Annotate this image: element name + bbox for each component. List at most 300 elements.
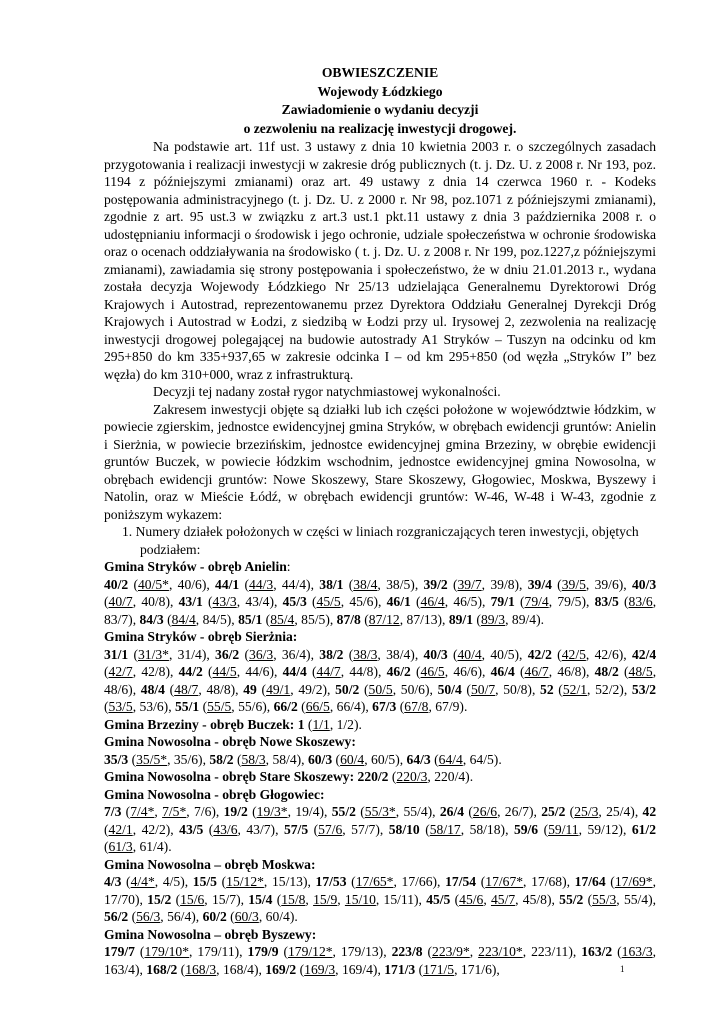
plot-number: 25/2 (541, 804, 566, 819)
plot-part: 7/6 (194, 804, 212, 819)
plot-part-in-scope: 49/1 (266, 681, 291, 697)
plot-number: 39/4 (527, 576, 552, 592)
plot-number: 179/7 (104, 944, 135, 959)
plot-entry: 44/1 (44/3, 44/4) (215, 576, 311, 592)
plot-part-in-scope: 25/3 (574, 804, 599, 819)
plot-group-0: 40/2 (40/5*, 40/6), 44/1 (44/3, 44/4), 38/1 (38/4, 38/5), 39/2 (39/7, 39/8), 39/4 (39/5, 39/6), 40/3 (40/7, 40/8), 43/1 (43/3, 43/4), 45/3 (45/5, 45/6), 46/1 (46/4, 46/5), 79/1 (79/4, 79/5), 83/5 (83/6, 83/7), 84/3 (84/4, 84/5), 85/1 (85/4, 85/5), 87/8 (87/12, 87/13), 89/1 (89/3, 89/4). (104, 576, 657, 627)
plot-part-in-scope: 36/3 (249, 646, 274, 662)
plot-part-in-scope: 40/7 (108, 594, 133, 609)
plot-part: 60/4 (265, 909, 290, 924)
plot-number: 46/1 (386, 594, 411, 609)
plot-entry: 87/8 (87/12, 87/13) (336, 611, 443, 627)
plot-group-3: 35/3 (35/5*, 35/6), 58/2 (58/3, 58/4), 60/3 (60/4, 60/5), 64/3 (64/4, 64/5). (104, 751, 502, 767)
plot-entry: 179/9 (179/12*, 179/13) (247, 944, 384, 959)
plot-entry: 43/1 (43/3, 43/4) (178, 594, 275, 609)
plot-number: 50/2 (335, 681, 360, 697)
plot-entry: 168/2 (168/3, 168/4) (146, 961, 259, 977)
plot-entry: 84/3 (84/4, 84/5) (139, 611, 232, 627)
plot-entry: 15/2 (15/6, 15/7) (147, 891, 241, 907)
plot-part: 45/6 (349, 594, 374, 609)
plot-part-in-scope: 15/9 (313, 891, 338, 907)
plot-number: 40/2 (104, 576, 129, 592)
plot-number: 83/5 (594, 594, 619, 609)
plot-number: 60/2 (202, 909, 227, 924)
plot-entry: 89/1 (89/3, 89/4) (448, 611, 541, 627)
plot-number: 55/2 (559, 891, 584, 907)
plot-part-in-scope: 43/3 (212, 594, 237, 609)
plot-entry: 53/2 (53/5, 53/6) (104, 681, 657, 714)
plot-part-in-scope: 17/67* (485, 874, 524, 889)
plot-part: 46/6 (453, 664, 478, 679)
plot-entry: 59/6 (59/11, 59/12) (513, 821, 623, 837)
plot-part: 67/9 (435, 699, 460, 714)
plot-entry: 60/3 (60/4, 60/5) (307, 751, 400, 767)
plot-number: 15/2 (147, 891, 172, 907)
plot-part: 163/4 (104, 961, 135, 977)
plot-number: 31/1 (104, 646, 129, 662)
plot-entry: 67/3 (67/8, 67/9) (372, 699, 464, 714)
plot-part: 43/7 (246, 821, 271, 837)
plot-number: 35/3 (104, 751, 129, 767)
plot-number: 15/5 (192, 874, 217, 889)
plot-entry: 44/4 (44/7, 44/8) (282, 664, 379, 679)
plot-number: 42/4 (631, 646, 657, 662)
plot-number: 220/2 (357, 769, 389, 784)
plot-entry: 39/2 (39/7, 39/8) (423, 576, 520, 592)
plot-number: 58/10 (388, 821, 420, 837)
plot-number: 42/2 (527, 646, 552, 662)
plot-part-in-scope: 85/4 (270, 611, 295, 627)
plot-number: 17/64 (574, 874, 606, 889)
plot-entry: 58/2 (58/3, 58/4) (209, 751, 302, 767)
plot-part-in-scope: 45/7 (490, 891, 516, 907)
plot-number: 53/2 (631, 681, 657, 697)
plot-number: 7/3 (104, 804, 122, 819)
plot-part: 50/6 (400, 681, 425, 697)
plot-part: 168/4 (222, 961, 254, 977)
plot-number: 46/2 (386, 664, 411, 679)
heading-suffix: : (286, 559, 291, 574)
plot-part: 39/6 (594, 576, 619, 592)
plot-part-in-scope: 220/3 (396, 769, 428, 784)
plot-entry: 55/2 (55/3*, 55/4) (331, 804, 433, 819)
plot-number: 66/2 (273, 699, 298, 714)
plot-group-4: Gmina Nowosolna - obręb Stare Skoszewy: 220/2 (220/3, 220/4). (104, 769, 474, 784)
plot-entry: 40/2 (40/5*, 40/6) (104, 576, 207, 592)
plot-part: 49/2 (298, 681, 323, 697)
plot-part: 58/18 (469, 821, 501, 837)
plot-entry: 17/53 (17/65*, 17/66) (315, 874, 438, 889)
plot-group-5: 7/3 (7/4*, 7/5*, 7/6), 19/2 (19/3*, 19/4), 55/2 (55/3*, 55/4), 26/4 (26/6, 26/7), 25/2 (25/3, 25/4), 42 (42/1, 42/2), 43/5 (43/6, 43/7), 57/5 (57/6, 57/7), 58/10 (58/17, 58/18), 59/6 (59/11, 59/12), 61/2 (61/3, 61/4). (104, 804, 657, 854)
plot-number: 56/2 (104, 909, 129, 924)
plot-number: 179/9 (247, 944, 279, 959)
plot-entry: 79/1 (79/4, 79/5) (490, 594, 587, 609)
plot-part-in-scope: 179/12* (287, 944, 333, 959)
enforcement-paragraph: Decyzji tej nadany został rygor natychmiastowej wykonalności. (153, 384, 501, 399)
plot-part: 223/11 (531, 944, 569, 959)
plot-number: 64/3 (406, 751, 431, 767)
plot-entry: 1 (1/1, 1/2) (297, 716, 359, 732)
plot-entry: 85/1 (85/4, 85/5) (238, 611, 330, 627)
plot-entry: 46/4 (46/7, 46/8) (490, 664, 587, 679)
plot-number: 43/1 (178, 594, 203, 609)
plot-entry: 15/4 (15/8, 15/9, 15/10, 15/11) (248, 891, 419, 907)
plot-number: 49 (243, 681, 257, 697)
plot-number: 55/1 (175, 699, 200, 714)
plot-part: 44/4 (281, 576, 307, 592)
plot-part: 58/4 (272, 751, 297, 767)
plot-number: 45/3 (282, 594, 307, 609)
document-header (104, 64, 656, 138)
plot-part-in-scope: 42/1 (108, 821, 133, 837)
plot-part-in-scope: 19/3* (256, 804, 288, 819)
plot-number: 19/2 (223, 804, 248, 819)
plot-part-in-scope: 4/4* (130, 874, 155, 889)
plot-part-in-scope: 55/5 (207, 699, 232, 714)
plot-part-in-scope: 52/1 (562, 681, 588, 697)
plot-part-in-scope: 223/9* (432, 944, 470, 959)
plot-groups (104, 558, 656, 978)
plot-entry: 169/2 (169/3, 169/4) (265, 961, 378, 977)
plot-number: 1 (297, 716, 305, 732)
plot-group-6: 4/3 (4/4*, 4/5), 15/5 (15/12*, 15/13), 17/53 (17/65*, 17/66), 17/54 (17/67*, 17/68), 17/64 (17/69*, 17/70), 15/2 (15/6, 15/7), 15/4 (15/8, 15/9, 15/10, 15/11), 45/5 (45/6, 45/7, 45/8), 55/2 (55/3, 55/4), 56/2 (56/3, 56/4), 60/2 (60/3, 60/4). (104, 874, 657, 924)
plot-number: 40/3 (423, 646, 448, 662)
plot-part-in-scope: 179/10* (144, 944, 190, 959)
plot-part: 40/5 (490, 646, 515, 662)
plot-part: 31/4 (177, 646, 202, 662)
plot-part-in-scope: 40/4 (457, 646, 482, 662)
plot-part-in-scope: 39/5 (561, 576, 586, 592)
plot-part-in-scope: 61/3 (108, 839, 133, 854)
plot-part-in-scope: 168/3 (185, 961, 217, 977)
plot-entry: 40/3 (40/7, 40/8) (104, 576, 657, 609)
plot-entry: 49 (49/1, 49/2) (243, 681, 328, 697)
plot-part-in-scope: 55/3 (592, 891, 617, 907)
plot-number: 89/1 (448, 611, 473, 627)
plot-entry: 36/2 (36/3, 36/4) (215, 646, 311, 662)
plot-part-in-scope: 58/3 (241, 751, 266, 767)
plot-part-in-scope: 15/10 (344, 891, 376, 907)
plot-number: 38/1 (319, 576, 344, 592)
plot-entry: 17/54 (17/67*, 17/68) (445, 874, 567, 889)
plot-part-in-scope: 39/7 (457, 576, 482, 592)
plot-entry: 223/8 (223/9*, 223/10*, 223/11) (391, 944, 573, 959)
plot-number: 4/3 (104, 874, 122, 889)
plot-part-in-scope: 64/4 (438, 751, 463, 767)
plot-entry: 40/3 (40/4, 40/5) (423, 646, 520, 662)
plot-entry: 7/3 (7/4*, 7/5*, 7/6) (104, 804, 216, 819)
page-number: 1 (620, 964, 625, 974)
plot-part: 42/2 (141, 821, 166, 837)
plot-part-in-scope: 59/11 (548, 821, 579, 837)
plot-part-in-scope: 35/5* (136, 751, 168, 767)
plot-entry: 42 (42/1, 42/2) (104, 804, 657, 837)
plot-part: 179/11 (197, 944, 235, 959)
plot-part-in-scope: 169/3 (304, 961, 336, 977)
plot-entry: 179/7 (179/10*, 179/11) (104, 944, 240, 959)
plot-number: 40/3 (631, 576, 657, 592)
plot-number: 87/8 (336, 611, 361, 627)
plot-part-in-scope: 7/4* (130, 804, 155, 819)
plot-part-in-scope: 79/4 (524, 594, 549, 609)
group-heading: Gmina Nowosolna - obręb Głogowiec: (104, 786, 325, 802)
plot-part: 66/4 (336, 699, 361, 714)
plot-number: 44/2 (178, 664, 203, 679)
plot-part: 55/4 (403, 804, 428, 819)
plot-entry: 50/4 (50/7, 50/8) (437, 681, 532, 697)
plot-part: 36/4 (281, 646, 307, 662)
plot-entry: 83/5 (83/6, 83/7) (104, 594, 657, 627)
plot-entry: 66/2 (66/5, 66/4) (273, 699, 366, 714)
plot-entry: 38/2 (38/3, 38/4) (319, 646, 415, 662)
plot-number: 85/1 (238, 611, 263, 627)
scope-paragraph: Zakresem inwestycji objęte są działki lub ich części położone w województwie łódzkim, w powiecie zgierskim, jednostce ewidencyjnej gmina Stryków, w obrębach ewidencji gruntów: Anielin i Sierżnia, w powiecie brzezińskim, jednostce ewidencyjnej gmina Brzeziny, w obrębie ewidencji gruntów Buczek, w powiecie łódzkim wschodnim, jednostce ewidencyjnej gmina Nowosolna, w obrębach ewidencji gruntów: Nowe Skoszewy, Stare Skoszewy, Głogowiec, Moskwa, Byszewy i Natolin, oraz w Mieście Łódź, w obrębach ewidencji gruntów: W-46, W-48 i W-43, zgodnie z poniższym wykazem: (104, 401, 656, 522)
plot-part-in-scope: 48/5 (628, 664, 653, 679)
plot-entry: 17/64 (17/69*, 17/70) (104, 874, 657, 907)
plot-part: 46/5 (453, 594, 478, 609)
plot-entry: 42/2 (42/5, 42/6) (527, 646, 624, 662)
plot-number: 17/54 (445, 874, 477, 889)
plot-part: 40/8 (141, 594, 166, 609)
plot-part: 44/8 (349, 664, 374, 679)
plot-part-in-scope: 45/6 (459, 891, 484, 907)
legal-basis-paragraph: Na podstawie art. 11f ust. 3 ustawy z dnia 10 kwietnia 2003 r. o szczególnych zasadach przygotowania i realizacji inwestycji w zakresie dróg publicznych (t. j. Dz. U. z 2008 r. Nr 193, poz. 1194 z późniejszymi zmianami) oraz art. 49 ustawy z dnia 14 czerwca 1960 r. - Kodeks postępowania administracyjnego (t. j. Dz. U. z 2000 r. Nr 98, poz.1071 z późniejszymi zmianami), zgodnie z art. 95 ust.3 w związku z art.3 ust.1 pkt.11 ustawy z dnia 3 października 2008 r. o udostępnianiu informacji o środowisk i jego ochronie, udziale społeczeństwa w ochronie środowiska oraz o ocenach oddziaływania na środowisko ( t. j. Dz. U. z 2008 r. Nr 199, poz.1227,z późniejszymi zmianami), zawiadamia się strony postępowania i społeczeństwo, że w dniu 21.01.2013 r., wydana została decyzja Wojewody Łódzkiego Nr 25/13 udzielająca Generalnemu Dyrektorowi Dróg Krajowych i Autostrad, reprezentowanemu przez Dyrektora Oddziału Generalnej Dyrekcji Dróg Krajowych i Autostrad w Łodzi, z siedzibą w Łodzi przy ul. Irysowej 2, zezwolenia na realizację inwestycji drogowej polegającej na budowie autostrady A1 Stryków – Tuszyn na odcinku od km 295+850 do km 335+937,65 w zakresie odcinka I – od km 295+850 (od węzła „Stryków I” bez węzła) do km 310+000, wraz z infrastrukturą. (104, 139, 656, 382)
plot-number: 36/2 (215, 646, 240, 662)
plot-entry: 50/2 (50/5, 50/6) (335, 681, 430, 697)
plot-part-in-scope: 48/7 (174, 681, 199, 697)
plot-number: 50/4 (437, 681, 462, 697)
plot-part-in-scope: 58/17 (429, 821, 461, 837)
plot-entry: 61/2 (61/3, 61/4) (104, 821, 656, 854)
plot-part-in-scope: 42/5 (561, 646, 586, 662)
plot-number: 17/53 (315, 874, 347, 889)
plot-part: 60/5 (371, 751, 396, 767)
plot-entry: 44/2 (44/5, 44/6) (178, 664, 275, 679)
group-heading: Gmina Stryków - obręb Anielin: (104, 559, 291, 574)
plot-entry: 19/2 (19/3*, 19/4) (223, 804, 325, 819)
plot-entry: 52 (52/1, 52/2) (540, 681, 624, 697)
plot-part: 1/2 (336, 716, 354, 732)
plot-entry: 31/1 (31/3*, 31/4) (104, 646, 207, 662)
group-heading: Gmina Nowosolna – obręb Byszewy: (104, 926, 317, 942)
header-subject: Zawiadomienie o wydaniu decyzji (281, 102, 479, 117)
plot-entry: 60/2 (60/3, 60/4) (202, 909, 295, 924)
header-authority: Wojewody Łódzkiego (317, 83, 443, 99)
plot-entry: 25/2 (25/3, 25/4) (541, 804, 635, 819)
plot-part-in-scope: 171/5 (423, 961, 455, 977)
plot-number: 46/4 (490, 664, 515, 679)
plot-number: 60/3 (307, 751, 333, 767)
plot-part-in-scope: 56/3 (136, 909, 161, 924)
plot-number: 67/3 (372, 699, 397, 714)
plot-part-in-scope: 15/6 (180, 891, 205, 907)
plot-number: 26/4 (439, 804, 465, 819)
plot-part: 83/7 (104, 611, 129, 627)
plot-part: 179/13 (340, 944, 379, 959)
plot-number: 57/5 (283, 821, 309, 837)
plot-entry: 26/4 (26/6, 26/7) (439, 804, 534, 819)
plot-number: 59/6 (513, 821, 539, 837)
plot-number: 43/5 (179, 821, 204, 837)
plot-part: 15/11 (383, 891, 414, 907)
plot-number: 39/2 (423, 576, 448, 592)
plot-part: 17/68 (531, 874, 563, 889)
plot-part: 61/4 (139, 839, 164, 854)
plot-group-2: Gmina Brzeziny - obręb Buczek: 1 (1/1, 1/2). (104, 716, 362, 732)
plot-part: 25/4 (606, 804, 631, 819)
plot-part-in-scope: 46/4 (420, 594, 445, 609)
plot-part: 169/4 (341, 961, 373, 977)
plot-number: 45/5 (426, 891, 451, 907)
plot-entry: 15/5 (15/12*, 15/13) (192, 874, 308, 889)
plot-number: 171/3 (384, 961, 416, 977)
plot-number: 61/2 (631, 821, 656, 837)
plot-entry: 55/1 (55/5, 55/6) (175, 699, 267, 714)
plot-group-7: 179/7 (179/10*, 179/11), 179/9 (179/12*, 179/13), 223/8 (223/9*, 223/10*, 223/11), 163/2 (163/3, 163/4), 168/2 (168/3, 168/4), 169/2 (169/3, 169/4), 171/3 (171/5, 171/6), (104, 944, 657, 977)
plot-number: 169/2 (265, 961, 297, 977)
plot-part-in-scope: 67/8 (404, 699, 429, 714)
plot-part: 17/66 (401, 874, 433, 889)
group-heading: Gmina Stryków - obręb Sierżnia: (104, 629, 298, 644)
plot-part: 19/4 (295, 804, 320, 819)
plot-entry: 42/4 (42/7, 42/8) (104, 646, 657, 679)
plot-number: 55/2 (331, 804, 356, 819)
plot-part: 220/4 (434, 769, 466, 784)
plot-part-in-scope: 43/6 (213, 821, 238, 837)
plot-part-in-scope: 31/3* (137, 646, 169, 662)
plot-part: 26/7 (504, 804, 529, 819)
group-heading: Gmina Nowosolna – obręb Moskwa: (104, 856, 316, 872)
plot-entry: 220/2 (220/3, 220/4) (357, 769, 470, 784)
plot-part-in-scope: 38/3 (353, 646, 378, 662)
plot-part: 40/6 (177, 576, 202, 592)
plot-part: 55/4 (623, 891, 649, 907)
plot-part-in-scope: 89/3 (480, 611, 506, 627)
plot-part: 87/13 (406, 611, 438, 627)
plot-number: 223/8 (391, 944, 423, 959)
plot-part-in-scope: 40/5* (137, 576, 169, 592)
plot-part-in-scope: 17/65* (355, 874, 394, 889)
plot-entry: 171/3 (171/5, 171/6) (384, 961, 497, 977)
plot-part-in-scope: 7/5* (162, 804, 187, 819)
plot-part-in-scope: 15/8 (281, 891, 306, 907)
plot-entry: 57/5 (57/6, 57/7) (283, 821, 380, 837)
plot-part: 44/6 (245, 664, 270, 679)
plot-entry: 38/1 (38/4, 38/5) (319, 576, 415, 592)
plot-part: 4/5 (162, 874, 181, 889)
plot-entry: 45/3 (45/5, 45/6) (282, 594, 379, 609)
plot-number: 38/2 (319, 646, 344, 662)
plot-part: 48/6 (104, 681, 129, 697)
plot-entry: 48/2 (48/5, 48/6) (104, 664, 657, 697)
plot-entry: 163/2 (163/3, 163/4) (104, 944, 657, 977)
plot-part: 53/6 (139, 699, 164, 714)
plot-part-in-scope: 83/6 (628, 594, 653, 609)
plot-entry: 39/4 (39/5, 39/6) (527, 576, 624, 592)
plot-part-in-scope: 44/5 (212, 664, 237, 679)
plot-entry: 43/5 (43/6, 43/7) (179, 821, 276, 837)
plot-part: 17/70 (104, 891, 135, 907)
plot-part: 45/8 (522, 891, 547, 907)
plot-part-in-scope: 44/3 (249, 576, 274, 592)
plot-part-in-scope: 53/5 (108, 699, 133, 714)
plot-part-in-scope: 38/4 (353, 576, 378, 592)
plot-number: 44/1 (215, 576, 240, 592)
header-subject-detail: o zezwoleniu na realizację inwestycji drogowej. (243, 120, 517, 136)
plot-number: 163/2 (581, 944, 613, 959)
plot-part: 38/4 (386, 646, 411, 662)
plot-group-1: 31/1 (31/3*, 31/4), 36/2 (36/3, 36/4), 38/2 (38/3, 38/4), 40/3 (40/4, 40/5), 42/2 (42/5, 42/6), 42/4 (42/7, 42/8), 44/2 (44/5, 44/6), 44/4 (44/7, 44/8), 46/2 (46/5, 46/6), 46/4 (46/7, 46/8), 48/2 (48/5, 48/6), 48/4 (48/7, 48/8), 49 (49/1, 49/2), 50/2 (50/5, 50/6), 50/4 (50/7, 50/8), 52 (52/1, 52/2), 53/2 (53/5, 53/6), 55/1 (55/5, 55/6), 66/2 (66/5, 66/4), 67/3 (67/8, 67/9). (104, 646, 657, 714)
plot-entry: 46/2 (46/5, 46/6) (386, 664, 483, 679)
plot-number: 84/3 (139, 611, 164, 627)
plot-entry: 58/10 (58/17, 58/18) (388, 821, 506, 837)
plot-part: 48/8 (206, 681, 231, 697)
plot-number: 44/4 (282, 664, 307, 679)
plot-part: 15/7 (211, 891, 237, 907)
plot-entry: 56/2 (56/3, 56/4) (104, 909, 196, 924)
plot-number: 52 (540, 681, 554, 697)
plot-entry: 48/4 (48/7, 48/8) (140, 681, 236, 697)
plot-part-in-scope: 60/4 (340, 751, 365, 767)
plot-part: 85/5 (301, 611, 326, 627)
plot-part-in-scope: 44/7 (316, 664, 341, 679)
plot-part: 52/2 (595, 681, 620, 697)
plot-part: 64/5 (469, 751, 494, 767)
plot-part: 43/4 (245, 594, 270, 609)
plot-part-in-scope: 17/69* (614, 874, 653, 889)
plot-part-in-scope: 45/5 (316, 594, 341, 609)
plot-number: 58/2 (209, 751, 234, 767)
plot-entry: 45/5 (45/6, 45/7, 45/8) (426, 891, 552, 907)
plot-number: 79/1 (490, 594, 515, 609)
plot-part: 39/8 (490, 576, 515, 592)
plot-part-in-scope: 46/5 (420, 664, 445, 679)
plot-part-in-scope: 26/6 (472, 804, 498, 819)
plot-part: 84/5 (202, 611, 227, 627)
plot-entry: 46/1 (46/4, 46/5) (386, 594, 483, 609)
plot-number: 168/2 (146, 961, 178, 977)
plot-part-in-scope: 60/3 (234, 909, 259, 924)
plot-number: 15/4 (248, 891, 273, 907)
plot-part: 42/6 (594, 646, 619, 662)
group-heading: Gmina Nowosolna - obręb Nowe Skoszewy: (104, 734, 356, 749)
plot-part-in-scope: 55/3* (364, 804, 396, 819)
document-page (104, 64, 656, 978)
plot-part: 42/8 (141, 664, 166, 679)
plot-number: 42 (642, 804, 657, 819)
group-heading: Gmina Brzeziny - obręb Buczek: (104, 716, 295, 732)
plot-part-in-scope: 1/1 (312, 716, 330, 732)
plot-part-in-scope: 87/12 (368, 611, 400, 627)
plot-part-in-scope: 42/7 (108, 664, 133, 679)
plot-part-in-scope: 50/5 (368, 681, 393, 697)
plot-part: 57/7 (351, 821, 376, 837)
plot-part-in-scope: 50/7 (470, 681, 496, 697)
plot-number: 48/4 (140, 681, 165, 697)
plot-part: 55/6 (238, 699, 263, 714)
group-heading: Gmina Nowosolna - obręb Stare Skoszewy: (104, 769, 355, 784)
plot-part-in-scope: 223/10* (478, 944, 523, 959)
plot-part: 15/13 (271, 874, 303, 889)
plot-part: 56/4 (167, 909, 192, 924)
plot-part: 171/6 (460, 961, 492, 977)
plot-part-in-scope: 46/7 (524, 664, 549, 679)
list-item-1: 1. Numery działek położonych w części w liniach rozgraniczających teren inwestycji, objętych podziałem: (122, 524, 639, 557)
plot-entry: 64/3 (64/4, 64/5) (406, 751, 499, 767)
plot-part: 59/12 (587, 821, 619, 837)
plot-part: 38/5 (386, 576, 411, 592)
header-title: OBWIESZCZENIE (321, 65, 439, 80)
